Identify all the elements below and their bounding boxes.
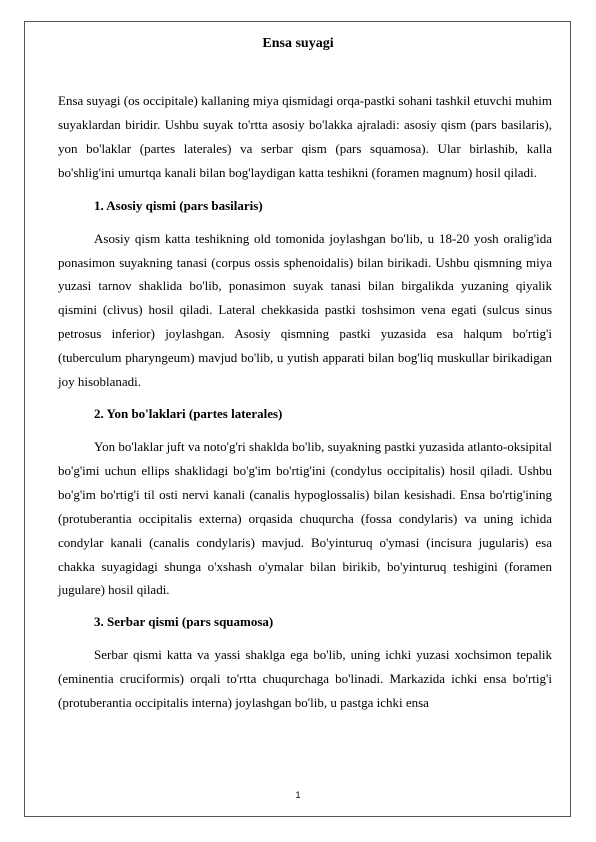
document-body [58,89,552,715]
page-number: 1 [295,790,301,800]
section-paragraph-pars-squamosa: Serbar qismi katta va yassi shaklga ega bo'lib, uning ichki yuzasi xochsimon tepalik (eminentia cruciformis) orqali to'rtta chuqurchaga bo'linadi. Markazida ichki ensa bo'rtig'i (protuberantia occipitalis interna) joylashgan bo'lib, u pastga ichki ensa [58,647,552,711]
section-heading-pars-squamosa: 3. Serbar qismi (pars squamosa) [94,614,274,630]
section-heading-partes-laterales: 2. Yon bo'laklari (partes laterales) [94,405,283,421]
section-paragraph-pars-basilaris: Asosiy qism katta teshikning old tomonida joylashgan bo'lib, u 18-20 yosh oralig'ida ponasimon suyakning tanasi (corpus ossis sphenoidalis) bilan birikadi. Ushbu qismning miya yuzasi tarnov shaklida bo'lib, ponasimon suyak tanasi bilan birgalikda yuzaning qiyalik qismini (clivus) hosil qiladi. Lateral chekkasida pastki toshsimon vena egati (sulcus sinus petrosus inferior) joylashgan. Asosiy qismning pastki yuzasida esa halqum bo'rtig'i (tuberculum pharyngeum) mavjud bo'lib, u yutish apparati bilan bog'liq muskullar birikadigan joy hisoblanadi. [58,230,552,390]
intro-paragraph: Ensa suyagi (os occipitale) kallaning miya qismidagi orqa-pastki sohani tashkil etuvchi muhim suyaklardan biridir. Ushbu suyak to'rtta asosiy bo'lakka ajraladi: asosiy qism (pars basilaris), yon bo'laklar (partes laterales) va serbar qism (pars squamosa). Ular birlashib, kalla bo'shlig'ini umurtqa kanali bilan bog'laydigan katta teshikni (foramen magnum) hosil qiladi. [58,93,552,180]
document-title: Ensa suyagi [262,36,334,51]
section-paragraph-partes-laterales: Yon bo'laklar juft va noto'g'ri shaklda bo'lib, suyakning pastki yuzasida atlanto-oksipital bo'g'imi uchun ellips shaklidagi bo'g'im bo'rtig'ini (condylus occipitalis) hosil qiladi. Ushbu bo'g'im bo'rtig'i til osti nervi kanali (canalis hypoglossalis) bilan kesishadi. Ensa bo'rtig'ining (protuberantia occipitalis externa) orqasida chuqurcha (fossa condylaris) va uning ichida condylar kanali (canalis condylaris) mavjud. Bo'yinturuq o'ymasi (incisura jugularis) esa chakka suyagidagi shunga o'xshash o'ymalar bilan birikib, bo'yinturuq teshigini (foramen jugulare) hosil qiladi. [58,438,552,598]
section-heading-pars-basilaris: 1. Asosiy qismi (pars basilaris) [94,197,263,213]
